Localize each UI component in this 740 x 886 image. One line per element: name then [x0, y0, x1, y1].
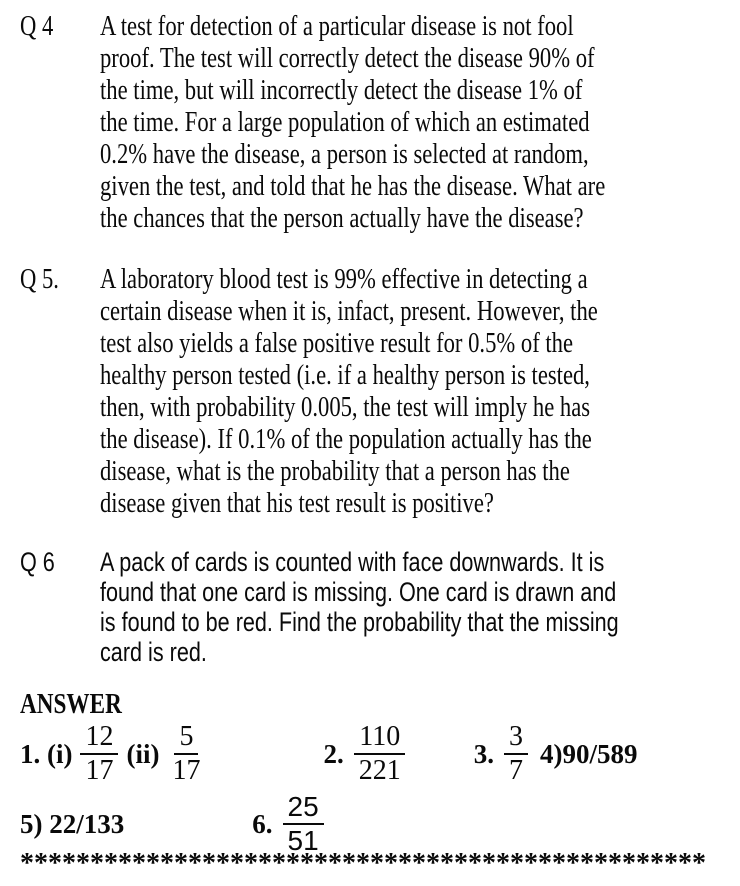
question-6-text — [100, 547, 740, 667]
answer-1-label: 1. (i) — [20, 739, 73, 769]
answer-1i-fraction — [80, 722, 118, 786]
question-text-line: disease given that his test result is positive? — [100, 487, 494, 519]
answer-row-1 — [20, 722, 637, 786]
question-text-line: found that one card is missing. One card is drawn and — [100, 577, 617, 607]
question-text-line: A laboratory blood test is 99% effective in detecting a — [100, 263, 588, 295]
question-text-line: the time, but will incorrectly detect the disease 1% of — [100, 74, 583, 106]
question-text-line: is found to be red. Find the probability that the missing — [100, 607, 619, 637]
question-text-line: disease, what is the probability that a person has the — [100, 455, 570, 487]
question-4-label: Q 4 — [20, 10, 54, 42]
question-5 — [20, 263, 740, 519]
fraction-denominator: 51 — [287, 825, 319, 856]
answer-row-2 — [20, 792, 324, 856]
fraction-numerator: 3 — [504, 722, 528, 755]
question-text-line: the chances that the person actually have the disease? — [100, 202, 584, 234]
asterisk-divider: ************************************************* — [20, 848, 706, 879]
question-4-label-col — [20, 10, 100, 42]
fraction-denominator: 17 — [172, 755, 201, 786]
fraction-denominator: 7 — [508, 755, 523, 786]
question-text-line: given the test, and told that he has the disease. What are — [100, 170, 606, 202]
answer-1ii-label: (ii) — [126, 739, 160, 769]
answer-5-text: 5) 22/133 — [20, 809, 125, 839]
answer-3-label: 3. — [473, 739, 494, 769]
question-text-line: proof. The test will correctly detect the disease 90% of — [100, 42, 595, 74]
answer-heading: ANSWER — [20, 688, 122, 720]
question-text-line: A test for detection of a particular disease is not fool — [100, 10, 574, 42]
question-5-label: Q 5. — [20, 263, 59, 295]
fraction-denominator: 221 — [358, 755, 401, 786]
fraction-numerator: 110 — [354, 722, 405, 755]
question-4-text — [100, 10, 740, 234]
question-text-line: then, with probability 0.005, the test will imply he has — [100, 391, 591, 423]
question-text-line: test also yields a false positive result for 0.5% of the — [100, 327, 574, 359]
fraction-numerator: 25 — [283, 792, 324, 825]
answer-3-fraction — [504, 722, 528, 786]
fraction-denominator: 17 — [85, 755, 114, 786]
question-text-line: the time. For a large population of which an estimated — [100, 106, 590, 138]
question-6 — [20, 547, 740, 667]
answer-2-label: 2. — [323, 739, 344, 769]
fraction-numerator: 12 — [80, 722, 118, 755]
question-text-line: certain disease when it is, infact, present. However, the — [100, 295, 598, 327]
question-text-line: the disease). If 0.1% of the population actually has the — [100, 423, 592, 455]
question-text-line: card is red. — [100, 637, 207, 667]
question-6-label-col — [20, 547, 100, 577]
question-5-label-col — [20, 263, 100, 295]
question-4 — [20, 10, 740, 234]
answer-4-text: 4)90/589 — [539, 739, 638, 769]
answer-6-fraction — [283, 792, 324, 856]
question-text-line: healthy person tested (i.e. if a healthy person is tested, — [100, 359, 590, 391]
fraction-numerator: 5 — [174, 722, 198, 755]
answer-6-label: 6. — [252, 809, 273, 839]
answer-1ii-fraction — [167, 722, 205, 786]
answer-2-fraction — [354, 722, 406, 786]
question-5-text — [100, 263, 740, 519]
question-text-line: A pack of cards is counted with face downwards. It is — [100, 547, 605, 577]
question-text-line: 0.2% have the disease, a person is selected at random, — [100, 138, 589, 170]
question-6-label: Q 6 — [20, 547, 55, 577]
